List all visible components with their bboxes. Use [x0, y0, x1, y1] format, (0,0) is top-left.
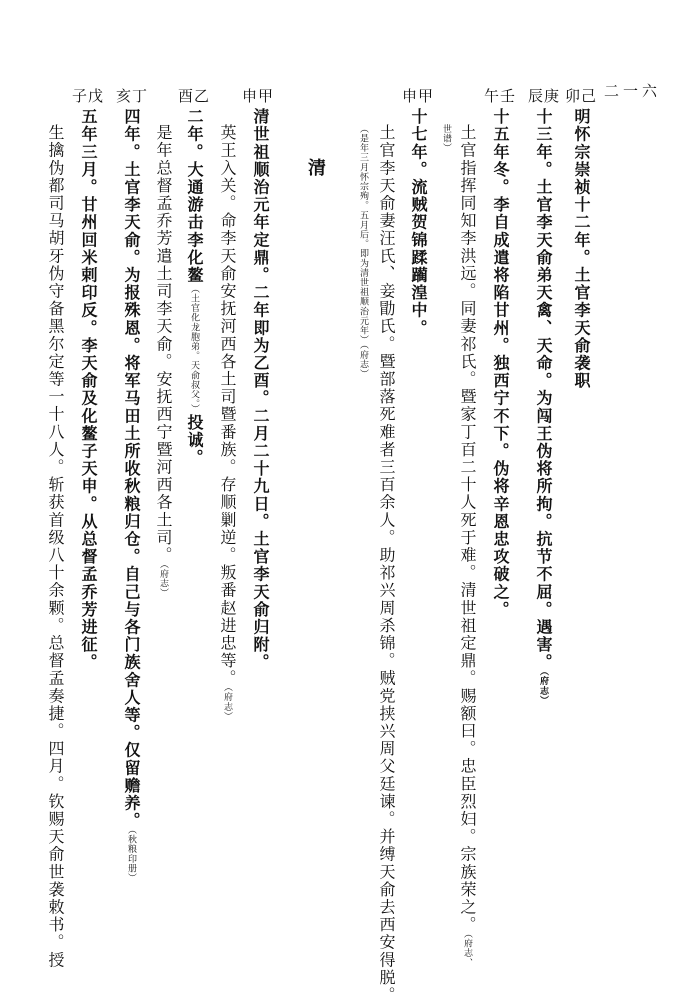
- text-column-13: 四年。土官李天俞。为报殊恩。将军马田土所收秋粮归仓。自己与各门族舍人等。仅留赡养。（秋粮印册）: [122, 108, 141, 883]
- ganzhi-jimao: 卯己: [565, 87, 598, 105]
- text-column-2: 十三年。土官李天俞弟天禽、天命。为闯王伪将所拘。抗节不屈。遇害。（府志）: [534, 108, 553, 706]
- text-column-1: 明怀宗崇祯十二年。土官李天俞袭职: [572, 108, 591, 390]
- text-column-5: 世谱）: [441, 124, 451, 153]
- section-heading: 清: [305, 158, 326, 176]
- text-column-9: 清世祖顺治元年定鼎。二年即为乙酉。二月二十九日。土官李天俞归附。: [251, 108, 270, 672]
- text-column-4: 土官指挥同知李洪远。同妻祁氏。暨家丁百二十人死于难。清世祖定鼎。赐额曰。忠臣烈妇。宗族荣之。（府志、: [458, 124, 477, 968]
- text-column-12: 是年总督孟乔芳遣土司李天俞。安抚西宁暨河西各土司。（府志）: [154, 124, 173, 598]
- text-column-3: 十五年冬。李自成遣将陷甘州。独西宁不下。伪将辛恩忠攻破之。: [491, 108, 510, 619]
- ganzhi-jiashen-2: 申甲: [242, 87, 275, 105]
- inline-note: （土官化龙胞弟。天俞叔父。）: [189, 284, 199, 414]
- source-note: （府志）: [158, 564, 168, 598]
- text-column-15: 生擒伪都司马胡牙伪守备黑尔定等一十八人。斩获首级八十余颗。总督孟奏捷。四月。钦赐天俞世袭敕书。授: [46, 124, 65, 969]
- text-column-11: 二年。大通游击李化鳌（土官化龙胞弟。天俞叔父。）投诚。: [185, 108, 204, 467]
- text-column-7: 土官李天俞妻汪氏、妾勖氏。暨部落死难者三百余人。助祁兴周杀锦。贼党挟兴周父廷谏。并缚天俞去西安得脱。: [377, 124, 396, 1004]
- source-note: （府志）: [538, 671, 548, 706]
- source-note: （府志、: [462, 933, 472, 968]
- ganzhi-yiyou: 酉乙: [178, 87, 211, 105]
- text-column-6: 十七年。流贼贺锦蹂躏湟中。: [409, 108, 428, 337]
- source-note: （府志）: [222, 687, 232, 722]
- text-column-14: 五年三月。甘州回米剌印反。李天俞及化鳌子天申。从总督孟乔芳进征。: [79, 108, 98, 672]
- ganzhi-wuzi: 子戊: [72, 87, 105, 105]
- ganzhi-dinghai: 亥丁: [116, 87, 149, 105]
- ganzhi-gengchen: 辰庚: [528, 87, 561, 105]
- source-note: （秋粮印册）: [126, 829, 136, 883]
- ganzhi-jiashen-1: 申甲: [402, 87, 435, 105]
- page-number: 二一六: [604, 82, 662, 100]
- text-column-10: 英王入关。命李天俞安抚河西各土司暨番族。存顺剿逆。叛番赵进忠等。（府志）: [218, 124, 237, 722]
- ganzhi-renwu: 午壬: [484, 87, 517, 105]
- text-column-8: （是年三月怀宗殉。五月后。即为清世祖顺治元年）（府志）: [358, 124, 368, 379]
